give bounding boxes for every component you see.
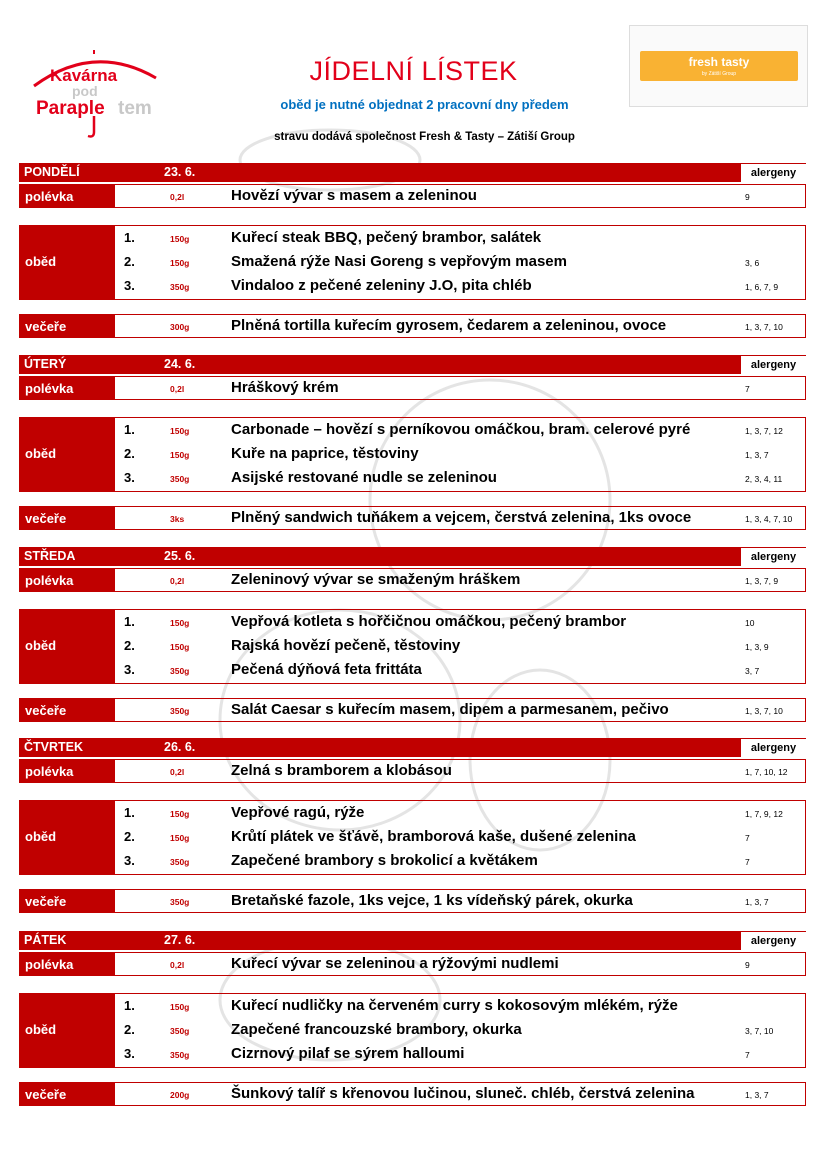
brand-badge — [640, 51, 798, 81]
allergens-heading: alergeny — [740, 163, 806, 182]
item-number: 3. — [124, 662, 135, 677]
lunch-label-text: oběd — [25, 446, 57, 461]
item-number: 1. — [124, 805, 135, 820]
menu-row — [20, 227, 805, 250]
portion-size: 150g — [170, 618, 190, 628]
menu-row — [20, 569, 805, 592]
portion-size: 0,2l — [170, 384, 185, 394]
lunch-section — [19, 993, 806, 1068]
item-number: 1. — [124, 614, 135, 629]
lunch-label-text: oběd — [25, 254, 57, 269]
soup-section — [19, 184, 806, 208]
item-number: 3. — [124, 853, 135, 868]
soup-label-text: polévka — [25, 764, 74, 779]
soup-section — [19, 376, 806, 400]
item-number: 2. — [124, 1022, 135, 1037]
allergen-codes: 1, 6, 7, 9 — [745, 282, 779, 292]
portion-size: 350g — [170, 1026, 190, 1036]
allergen-codes: 1, 3, 7 — [745, 450, 769, 460]
logo-text-2: pod — [72, 83, 98, 99]
allergen-codes: 1, 3, 7, 10 — [745, 706, 783, 716]
menu-row — [20, 635, 805, 658]
menu-row — [20, 443, 805, 466]
soup-label-text: polévka — [25, 381, 74, 396]
day-header — [19, 931, 806, 950]
item-number: 2. — [124, 829, 135, 844]
portion-size: 150g — [170, 234, 190, 244]
portion-size: 150g — [170, 258, 190, 268]
dish-name: Rajská hovězí pečeně, těstoviny — [231, 637, 461, 654]
dinner-label-text: večeře — [25, 1087, 67, 1102]
soup-label-text: polévka — [25, 573, 74, 588]
day-date: 27. 6. — [164, 933, 196, 947]
portion-size: 350g — [170, 897, 190, 907]
supplier-note: stravu dodává společnost Fresh & Tasty – Zátiší Group — [274, 131, 575, 143]
menu-row — [20, 315, 805, 338]
day-header — [19, 547, 806, 566]
allergen-codes: 1, 3, 9 — [745, 642, 769, 652]
order-notice: oběd je nutné objednat 2 pracovní dny předem — [280, 97, 569, 112]
menu-row — [20, 802, 805, 825]
day-header — [19, 738, 806, 757]
portion-size: 0,2l — [170, 576, 185, 586]
menu-row — [20, 659, 805, 682]
item-number: 3. — [124, 1046, 135, 1061]
soup-section — [19, 568, 806, 592]
soup-label-text: polévka — [25, 189, 74, 204]
allergen-codes: 1, 7, 9, 12 — [745, 809, 783, 819]
allergens-heading: alergeny — [740, 738, 806, 757]
day-name: PONDĚLÍ — [24, 165, 80, 179]
dish-name: Kuřecí steak BBQ, pečený brambor, salátek — [231, 229, 542, 246]
allergen-codes: 7 — [745, 833, 750, 843]
portion-size: 150g — [170, 833, 190, 843]
day-name: ČTVRTEK — [24, 740, 84, 754]
allergens-heading: alergeny — [740, 355, 806, 374]
item-number: 1. — [124, 230, 135, 245]
dish-name: Zelná s bramborem a klobásou — [231, 762, 452, 779]
allergen-codes: 1, 3, 7, 12 — [745, 426, 783, 436]
item-number: 2. — [124, 638, 135, 653]
portion-size: 3ks — [170, 514, 185, 524]
dish-name: Smažená rýže Nasi Goreng s vepřovým masem — [231, 253, 567, 270]
dinner-label-text: večeře — [25, 511, 67, 526]
menu-row — [20, 185, 805, 208]
dinner-section — [19, 314, 806, 338]
portion-size: 150g — [170, 1002, 190, 1012]
menu-row — [20, 1019, 805, 1042]
portion-size: 0,2l — [170, 192, 185, 202]
portion-size: 150g — [170, 642, 190, 652]
brand-logo — [629, 25, 808, 107]
portion-size: 150g — [170, 426, 190, 436]
dish-name: Asijské restované nudle se zeleninou — [231, 469, 497, 486]
portion-size: 350g — [170, 282, 190, 292]
portion-size: 300g — [170, 322, 190, 332]
menu-row — [20, 507, 805, 530]
portion-size: 350g — [170, 706, 190, 716]
dish-name: Vepřová kotleta s hořčičnou omáčkou, pečený brambor — [231, 613, 627, 630]
dish-name: Šunkový talíř s křenovou lučinou, sluneč. chléb, čerstvá zelenina — [231, 1085, 695, 1102]
dish-name: Plněná tortilla kuřecím gyrosem, čedarem a zeleninou, ovoce — [231, 317, 667, 334]
day-header — [19, 163, 806, 182]
item-number: 3. — [124, 278, 135, 293]
allergen-codes: 2, 3, 4, 11 — [745, 474, 783, 484]
dish-name: Kuřecí nudličky na červeném curry s kokosovým mlékém, rýže — [231, 997, 678, 1014]
dish-name: Zapečené brambory s brokolicí a květákem — [231, 852, 538, 869]
day-name: ÚTERÝ — [24, 357, 67, 371]
dish-name: Pečená dýňová feta frittáta — [231, 661, 422, 678]
lunch-label-text: oběd — [25, 1022, 57, 1037]
portion-size: 150g — [170, 450, 190, 460]
menu-row — [20, 699, 805, 722]
dinner-section — [19, 506, 806, 530]
menu-row — [20, 850, 805, 873]
dish-name: Vindaloo z pečené zeleniny J.O, pita chléb — [231, 277, 532, 294]
allergen-codes: 1, 3, 7 — [745, 1090, 769, 1100]
allergen-codes: 7 — [745, 1050, 750, 1060]
lunch-label-text: oběd — [25, 638, 57, 653]
dish-name: Kuře na paprice, těstoviny — [231, 445, 419, 462]
menu-row — [20, 953, 805, 976]
dish-name: Krůtí plátek ve šťávě, bramborová kaše, dušené zelenina — [231, 828, 636, 845]
dinner-section — [19, 889, 806, 913]
portion-size: 0,2l — [170, 960, 185, 970]
dinner-label-text: večeře — [25, 703, 67, 718]
allergen-codes: 3, 6 — [745, 258, 760, 268]
item-number: 2. — [124, 446, 135, 461]
lunch-label-text: oběd — [25, 829, 57, 844]
menu-row — [20, 611, 805, 634]
dish-name: Zapečené francouzské brambory, okurka — [231, 1021, 522, 1038]
dinner-section — [19, 698, 806, 722]
brand-by: by Zátiší Group — [701, 71, 737, 77]
logo-text-3: Paraple — [36, 98, 105, 119]
dish-name: Hráškový krém — [231, 379, 339, 396]
menu-row — [20, 275, 805, 298]
page-title: JÍDELNÍ LÍSTEK — [309, 56, 518, 86]
allergen-codes: 1, 3, 7, 10 — [745, 322, 783, 332]
menu-row — [20, 995, 805, 1018]
portion-size: 350g — [170, 474, 190, 484]
portion-size: 200g — [170, 1090, 190, 1100]
dish-name: Vepřové ragú, rýže — [231, 804, 365, 821]
menu-row — [20, 377, 805, 400]
dish-name: Carbonade – hovězí s perníkovou omáčkou, bram. celerové pyré — [231, 421, 691, 438]
lunch-section — [19, 609, 806, 684]
allergens-heading: alergeny — [740, 931, 806, 950]
allergen-codes: 7 — [745, 384, 750, 394]
allergen-codes: 3, 7 — [745, 666, 760, 676]
day-name: PÁTEK — [24, 933, 67, 947]
item-number: 1. — [124, 422, 135, 437]
day-name: STŘEDA — [24, 549, 76, 563]
item-number: 2. — [124, 254, 135, 269]
lunch-section — [19, 800, 806, 875]
dish-name: Plněný sandwich tuňákem a vejcem, čerstvá zelenina, 1ks ovoce — [231, 509, 692, 526]
allergen-codes: 10 — [745, 618, 755, 628]
menu-row — [20, 760, 805, 783]
item-number: 3. — [124, 470, 135, 485]
portion-size: 350g — [170, 1050, 190, 1060]
allergen-codes: 1, 3, 4, 7, 10 — [745, 514, 793, 524]
allergen-codes: 1, 7, 10, 12 — [745, 767, 788, 777]
menu-row — [20, 467, 805, 490]
day-date: 25. 6. — [164, 549, 196, 563]
allergen-codes: 1, 3, 7 — [745, 897, 769, 907]
lunch-section — [19, 417, 806, 492]
dish-name: Hovězí vývar s masem a zeleninou — [231, 187, 477, 204]
day-header — [19, 355, 806, 374]
dish-name: Kuřecí vývar se zeleninou a rýžovými nudlemi — [231, 955, 559, 972]
menu-row — [20, 1043, 805, 1066]
portion-size: 150g — [170, 809, 190, 819]
allergens-heading: alergeny — [740, 547, 806, 566]
dish-name: Zeleninový vývar se smaženým hráškem — [231, 571, 521, 588]
soup-section — [19, 952, 806, 976]
allergen-codes: 9 — [745, 192, 750, 202]
dinner-label-text: večeře — [25, 894, 67, 909]
allergen-codes: 3, 7, 10 — [745, 1026, 774, 1036]
dinner-section — [19, 1082, 806, 1106]
allergen-codes: 7 — [745, 857, 750, 867]
allergen-codes: 1, 3, 7, 9 — [745, 576, 779, 586]
logo-text-4: tem — [118, 98, 152, 119]
menu-row — [20, 419, 805, 442]
dish-name: Salát Caesar s kuřecím masem, dipem a parmesanem, pečivo — [231, 701, 669, 718]
item-number: 1. — [124, 998, 135, 1013]
logo-text-1: Kavárna — [50, 66, 118, 85]
day-date: 23. 6. — [164, 165, 196, 179]
allergen-codes: 9 — [745, 960, 750, 970]
menu-row — [20, 1083, 805, 1106]
soup-label-text: polévka — [25, 957, 74, 972]
soup-section — [19, 759, 806, 783]
menu-row — [20, 826, 805, 849]
day-date: 26. 6. — [164, 740, 196, 754]
dish-name: Cizrnový pilaf se sýrem halloumi — [231, 1045, 465, 1062]
day-date: 24. 6. — [164, 357, 196, 371]
brand-name: fresh tasty — [688, 55, 750, 69]
portion-size: 350g — [170, 857, 190, 867]
menu-row — [20, 251, 805, 274]
menu-row — [20, 890, 805, 913]
portion-size: 0,2l — [170, 767, 185, 777]
dish-name: Bretaňské fazole, 1ks vejce, 1 ks vídeňský párek, okurka — [231, 892, 633, 909]
dinner-label-text: večeře — [25, 319, 67, 334]
portion-size: 350g — [170, 666, 190, 676]
lunch-section — [19, 225, 806, 300]
